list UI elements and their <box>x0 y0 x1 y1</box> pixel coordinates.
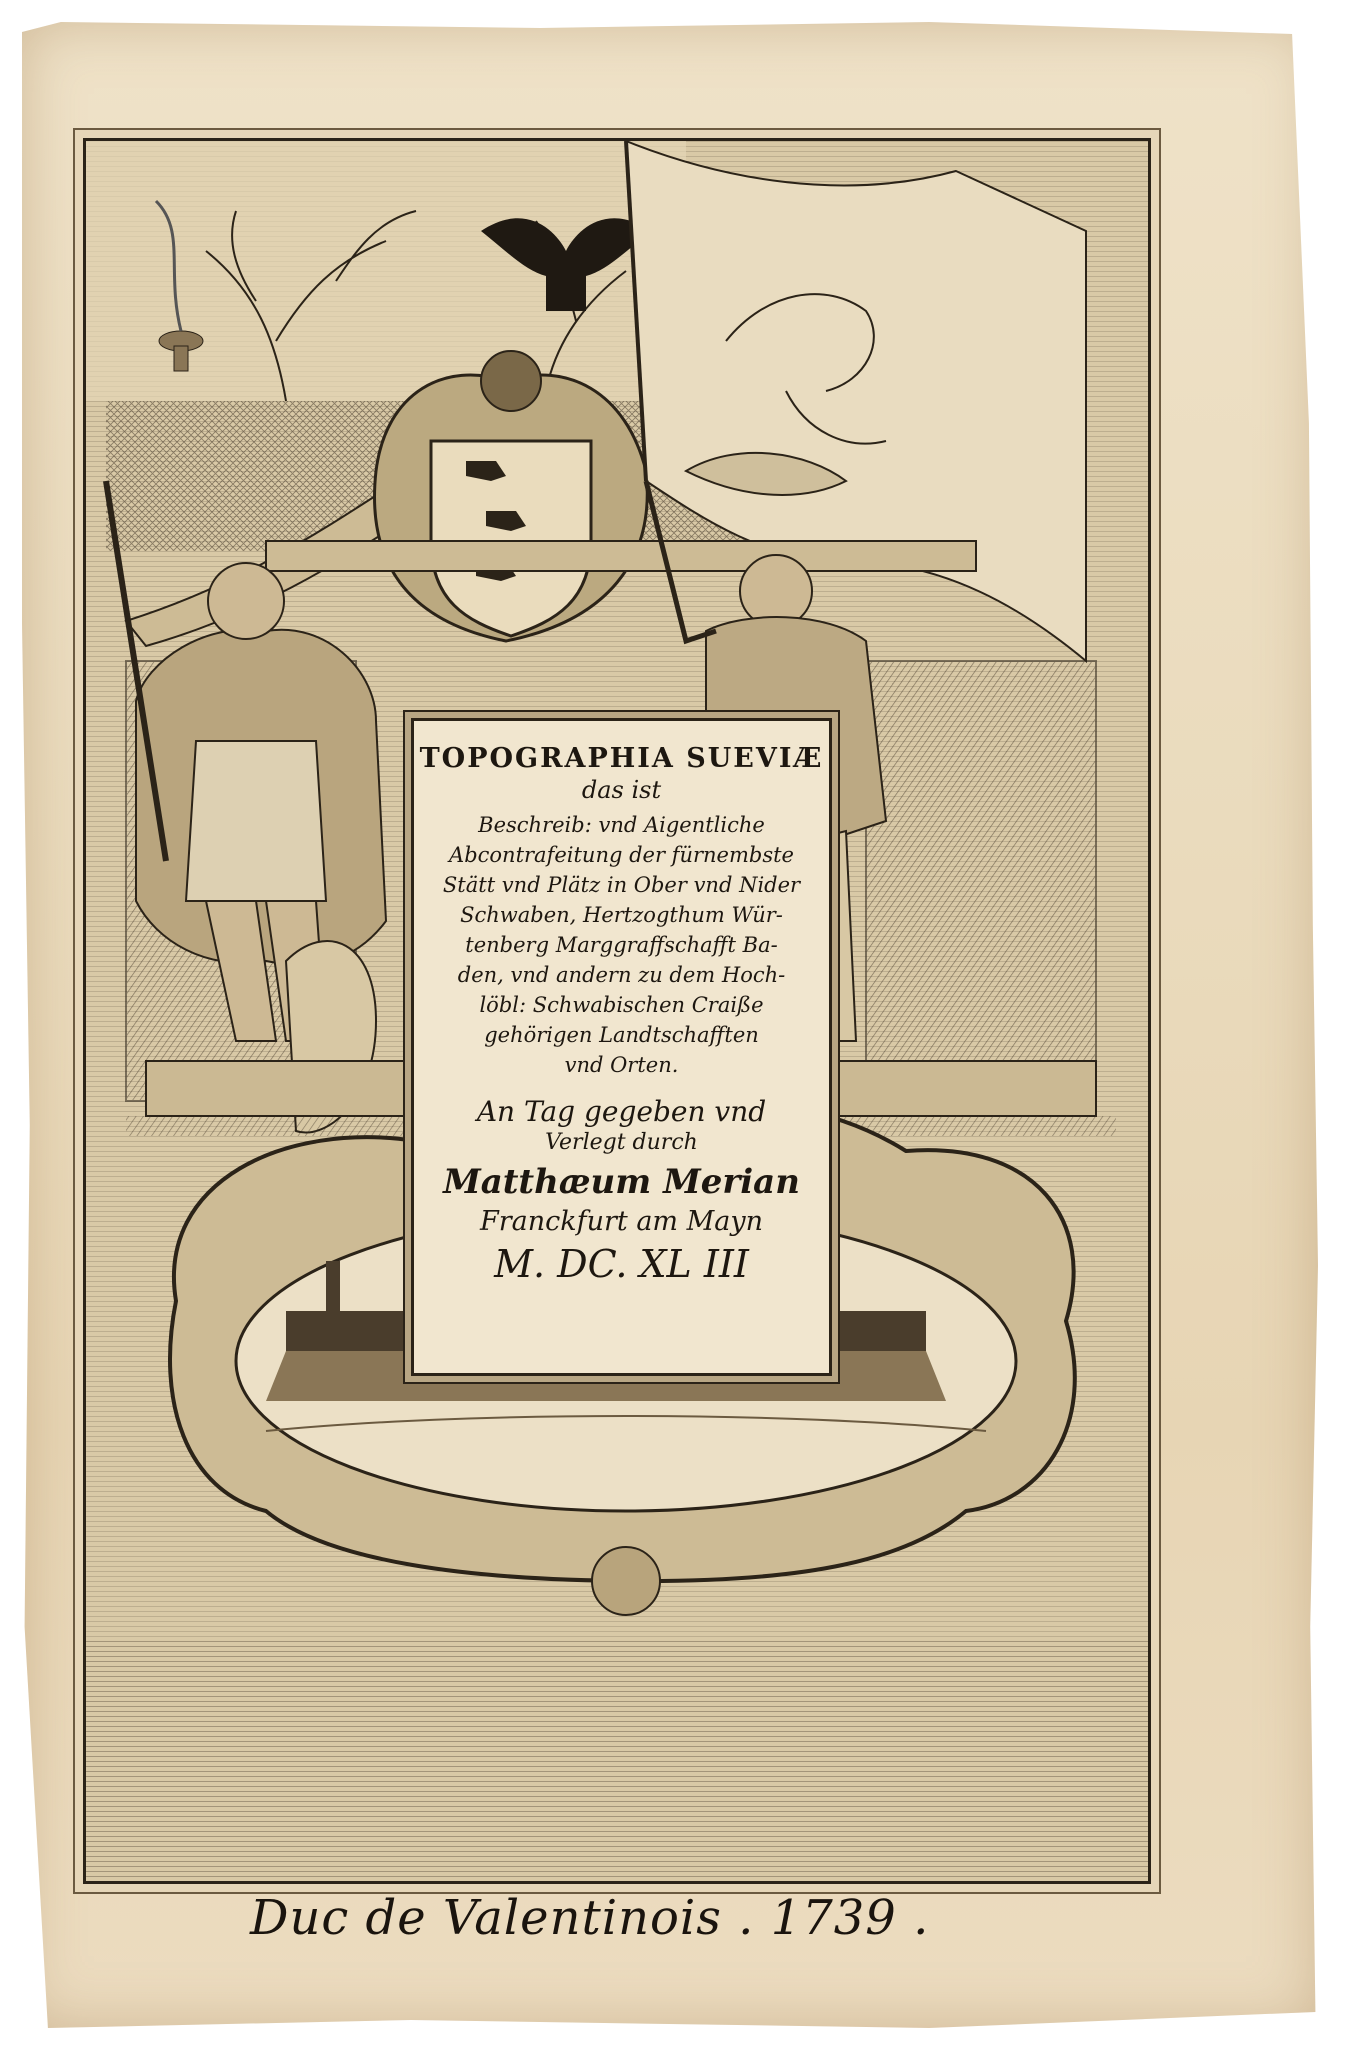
book-title: TOPOGRAPHIA SUEVIÆ <box>419 743 824 774</box>
helmet <box>481 351 541 411</box>
publisher-line-2: Verlegt durch <box>545 1130 698 1155</box>
description-line: löbl: Schwabischen Craiße <box>479 993 764 1017</box>
publisher-line: An Tag gegeben vnd <box>476 1095 767 1128</box>
author-name: Matthæum Merian <box>443 1162 800 1202</box>
engraved-plate <box>83 138 1151 1884</box>
shield <box>431 441 591 636</box>
description-block <box>430 810 813 1080</box>
publication-year: M. DC. XL III <box>494 1242 749 1286</box>
ground-hatching <box>86 1641 1148 1881</box>
handwritten-inscription: Duc de Valentinois . 1739 . <box>250 1890 930 1946</box>
description-line: Abcontrafeitung der fürnembste <box>449 843 794 867</box>
description-line: gehörigen Landtschafften <box>484 1023 759 1047</box>
description-line: den, vnd andern zu dem Hoch- <box>457 963 786 987</box>
mask-ornament-bottom <box>592 1547 660 1615</box>
description-line: Stätt vnd Plätz in Ober vnd Nider <box>442 873 801 897</box>
entablature <box>266 541 976 571</box>
publication-place: Franckfurt am Mayn <box>480 1206 763 1237</box>
description-line: Beschreib: vnd Aigentliche <box>478 813 765 837</box>
das-ist-text: das ist <box>581 776 662 804</box>
description-line: tenberg Marggraffschafft Ba- <box>465 933 778 957</box>
description-line: vnd Orten. <box>564 1053 679 1077</box>
title-tablet <box>411 718 832 1376</box>
description-line: Schwaben, Hertzogthum Wür- <box>460 903 783 927</box>
